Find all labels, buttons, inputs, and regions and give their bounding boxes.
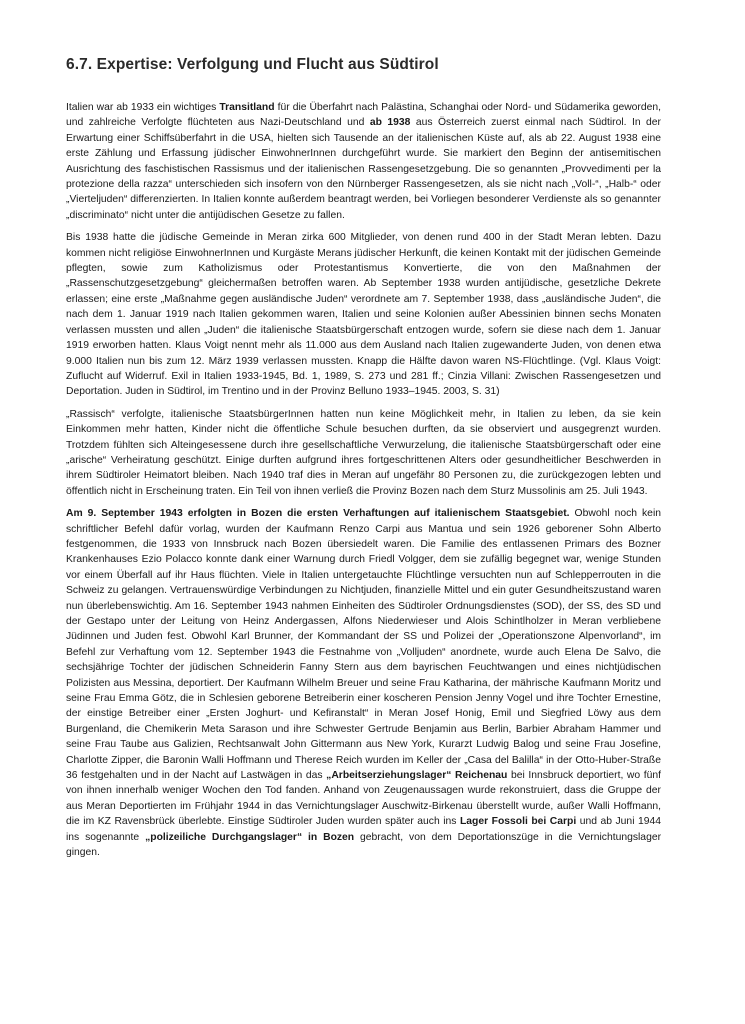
text-run: Italien war ab 1933 ein wichtiges xyxy=(66,102,220,113)
text-run: Bis 1938 hatte die jüdische Gemeinde in Meran zirka 600 Mitglieder, von denen rund 400 in der Stadt Meran lebten. Dazu kommen nicht religiöse EinwohnerInnen und Kurgäste Merans jüdischer Herkunft, die keinen Kontakt mit der jüdischen Gemeinde pflegten, sowie zum Katholizismus oder Protestantismus Konvertierte, die von den Maßnahmen der „Rassenschutzgesetzgebung“ gleichermaßen betroffen waren. Ab September 1938 wurden antijüdische, gesetzliche Dekrete erlassen; eine erste „Maßnahme gegen ausländische Juden“ verordnete am 7. September 1938, dass „ausländische Juden“, die nach dem 1. Januar 1919 nach Italien gekommen waren, Italien und seine Kolonien außer Abessinien binnen sechs Monaten verlassen mussten und allen „Juden“ die italienische Staatsbürgerschaft entzogen wurde, sofern sie diese nach dem 1. Januar 1919 erworben hatten. Klaus Voigt nennt mehr als 11.000 aus dem Ausland nach Italien zugewanderte Juden, von denen etwa 9.000 Italien nun bis zum 12. März 1939 verlassen mussten. Knapp die Hälfte davon waren NS-Flüchtlinge. (Vgl. Klaus Voigt: Zuflucht auf Widerruf. Exil in Italien 1933-1945, Bd. 1, 1989, S. 273 und 281 ff.; Cinzia Villani: Zwischen Rassengesetzen und Deportation. Juden in Südtirol, im Trentino und in der Provinz Belluno 1933–1945. 2003, S. 31) xyxy=(66,232,661,398)
document-title: 6.7. Expertise: Verfolgung und Flucht aus Südtirol xyxy=(66,56,439,73)
text-run: gebracht, von dem Deportationszüge in die Vernichtungslager gingen. xyxy=(66,831,662,859)
text-run: aus Österreich zuerst einmal nach Südtirol. In der Erwartung einer Schiffsüberfahrt in die USA, hielten sich Tausende an der italienischen Küste auf, als ab 22. August 1938 eine erste Zählung und Erfassung jüdischer EinwohnerInnen durchgeführt wurde. Sie markiert den Beginn der antisemitischen Ausrichtung des faschistischen Rassismus und der italienischen Rassengesetzgebung. Die so genannten „Provvedimenti per la protezione della razza“ unterschieden sich insofern von den Nürnberger Rassengesetzen, als sie nicht nach „Voll-“, „Halb-“ oder „Vierteljuden“ differenzierten. In Italien konnte außerdem beantragt werden, bei Vorliegen besonderer Verdienste als so genannter „discriminato“ nicht unter die antijüdischen Gesetze zu fallen. xyxy=(66,117,661,221)
bold-text: Am 9. September 1943 erfolgten in Bozen die ersten Verhaftungen auf italienischem Staatsgebiet. xyxy=(66,508,570,520)
bold-text: „Arbeitserziehungslager“ Reichenau xyxy=(326,770,508,782)
paragraph xyxy=(66,100,661,223)
document-body xyxy=(66,100,661,861)
text-run: „Rassisch“ verfolgte, italienische StaatsbürgerInnen hatten nun keine Möglichkeit mehr, in Italien zu leben, da sie kein Einkommen mehr hatten, Kinder nicht die öffentliche Schule besuchen durften, da sie observiert und ausgegrenzt wurden. Trotzdem fühlten sich Alteingesessene durch ihre gesellschaftliche Verwurzelung, die italienische Staatsbürgerschaft oder eine „arische“ Verheiratung geschützt. Einige durften aufgrund ihres fortgeschrittenen Alters oder gesundheitlicher Beschwerden in ihrem Südtiroler Heimatort bleiben. Nach 1940 traf dies in Meran auf ungefähr 80 Personen zu, die zurückgezogen lebten und öffentlich nicht in Erscheinung traten. Ein Teil von ihnen verließ die Provinz Bozen nach dem Sturz Mussolinis am 25. Juli 1943. xyxy=(66,408,661,497)
bold-text: „polizeiliche Durchgangslager“ in Bozen xyxy=(145,831,355,843)
paragraph xyxy=(66,506,661,860)
text-run: und ab Juni 1944 ins sogenannte xyxy=(66,816,662,843)
text-run: für die Überfahrt nach Palästina, Schanghai oder Nord- und Südamerika geworden, und zahlreiche Verfolgte flüchteten aus Nazi-Deutschland und xyxy=(66,102,662,129)
text-run: Obwohl noch kein schriftlicher Befehl dafür vorlag, wurden der Kaufmann Renzo Carpi aus Mantua und sein 1926 geborener Sohn Alberto festgenommen, die 1933 von Innsbruck nach Bozen übersiedelt waren. Die Familie des entlassenen Primars des Bozner Krankenhauses Ezio Polacco konnte dank einer Warnung durch Friedl Volgger, dem sie zufällig begegnet war, wenige Stunden vor einem Überfall auf ihr Haus flüchten. Viele in Italien untergetauchte Flüchtlinge versuchten nun auf Schlepperrouten in die Schweiz zu gelangen. Vertrauenswürdige Verbindungen zu Nichtjuden, finanzielle Mittel und ein guter Gesundheitszustand waren nun überlebenswichtig. Am 16. September 1943 nahmen Einheiten des Südtiroler Ordnungsdienstes (SOD), der SS, des SD und der Gestapo unter der Leitung von Heinz Andergassen, Alfons Niederwieser und Alois Schintlholzer in Meran verbliebene Jüdinnen und Juden fest. Obwohl Karl Brunner, der Kommandant der SS und Polizei der „Operationszone Alpenvorland“, im Befehl zur Verhaftung vom 12. September 1943 die Festnahme von „Volljuden“ anordnete, wurde auch Elena De Salvo, die sechsjährige Tochter der jüdischen Schneiderin Fanny Stern aus dem bayrischen Feuchtwangen und eines nichtjüdischen Polizisten aus Messina, deportiert. Der Kaufmann Wilhelm Breuer und seine Frau Katharina, der mährische Kaufmann Moritz und seine Frau Emma Götz, die in Schlesien geborene Betreiberin einer koscheren Pension Jenny Vogel und ihre Tochter Ernestine, der einstige Betreiber einer „Ersten Joghurt- und Kefiranstalt“ in Meran Josef Honig, Emil und Siegfried Löwy aus dem Burgenland, die Chemikerin Meta Sarason und ihre Schwester Gertrude Benjamin aus Berlin, Barbier Abraham Hammer und seine Frau Taube aus Galizien, Rechtsanwalt John Gittermann aus New York, Kurarzt Ludwig Balog und seine Frau Josefine, Charlotte Zipper, die Baronin Walli Hoffmann und Therese Reich wurden im Keller der „Casa del Balilla“ in der Otto-Huber-Straße 36 festgehalten und in der Nacht auf Lastwägen in das xyxy=(66,508,661,782)
paragraph xyxy=(66,407,661,499)
bold-text: ab 1938 xyxy=(369,117,411,129)
paragraph xyxy=(66,230,661,399)
bold-text: Transitland xyxy=(219,102,275,113)
bold-text: Lager Fossoli bei Carpi xyxy=(459,816,577,828)
text-run: bei Innsbruck deportiert, wo fünf von ihnen innerhalb weniger Wochen den Tod fanden. Anhand von Zeugenaussagen wurde rekonstruiert, dass die Gruppe der aus Meran Deportierten im Frühjahr 1944 in das Vernichtungslager Auschwitz-Birkenau überstellt wurde, außer Walli Hoffmann, die im KZ Ravensbrück überlebte. Einstige Südtiroler Juden wurden später auch ins xyxy=(66,770,661,828)
